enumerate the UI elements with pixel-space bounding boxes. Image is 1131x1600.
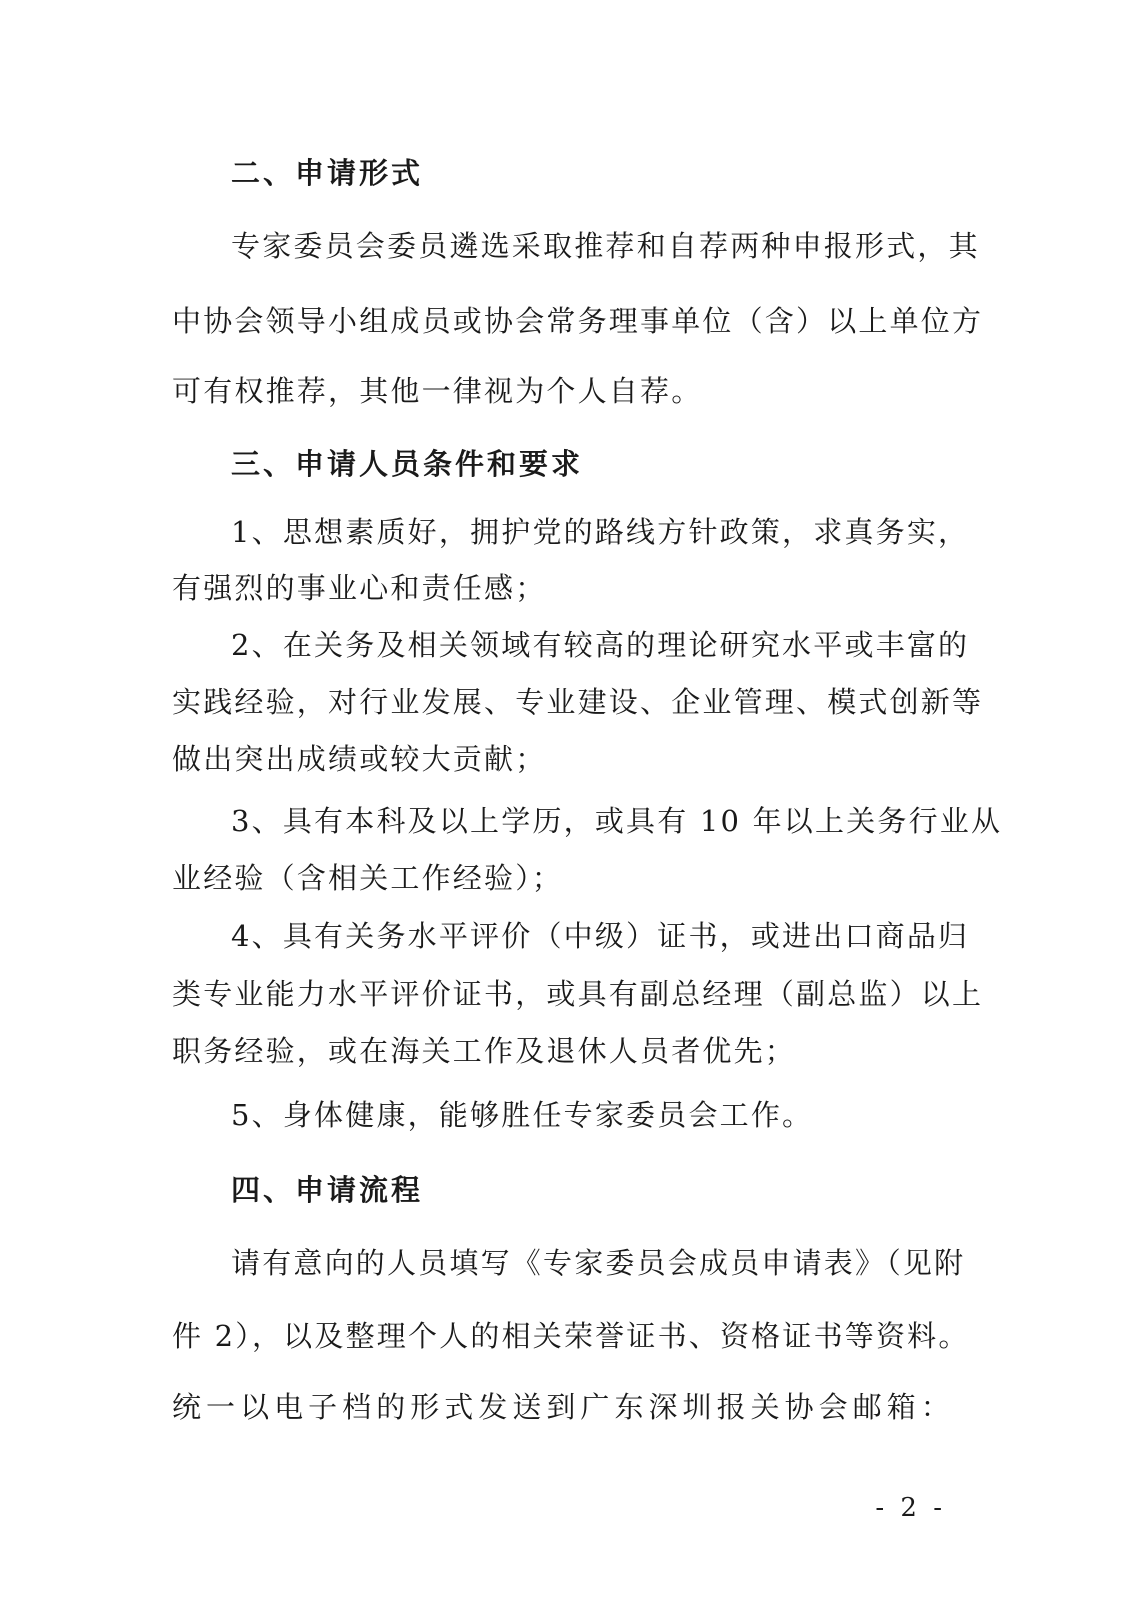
requirement-2-line: 实践经验，对行业发展、专业建设、企业管理、模式创新等 <box>172 685 984 719</box>
requirement-1-line: 1、思想素质好，拥护党的路线方针政策，求真务实， <box>231 515 970 549</box>
paragraph-line: 可有权推荐，其他一律视为个人自荐。 <box>172 374 703 408</box>
requirement-4-line: 4、具有关务水平评价（中级）证书，或进出口商品归 <box>231 919 970 953</box>
paragraph-line: 专家委员会委员遴选采取推荐和自荐两种申报形式，其 <box>231 229 980 263</box>
paragraph-line: 中协会领导小组成员或协会常务理事单位（含）以上单位方 <box>172 304 984 338</box>
paragraph-line: 请有意向的人员填写《专家委员会成员申请表》（见附 <box>231 1246 966 1280</box>
page-number: - 2 - <box>875 1493 946 1523</box>
paragraph-line: 件 2），以及整理个人的相关荣誉证书、资格证书等资料。 <box>172 1319 970 1353</box>
requirement-2-line: 做出突出成绩或较大贡献； <box>172 742 547 776</box>
requirement-1-line: 有强烈的事业心和责任感； <box>172 571 547 605</box>
paragraph-line: 统一以电子档的形式发送到广东深圳报关协会邮箱： <box>172 1390 952 1424</box>
requirement-4-line: 类专业能力水平评价证书，或具有副总经理（副总监）以上 <box>172 977 984 1011</box>
requirement-5-line: 5、身体健康，能够胜任专家委员会工作。 <box>231 1098 814 1132</box>
requirement-3-line: 业经验（含相关工作经验）； <box>172 861 564 895</box>
section-heading-applicant-requirements: 三、申请人员条件和要求 <box>231 447 584 481</box>
requirement-3-line: 3、具有本科及以上学历，或具有 10 年以上关务行业从 <box>231 804 1003 838</box>
requirement-2-line: 2、在关务及相关领域有较高的理论研究水平或丰富的 <box>231 628 970 662</box>
section-heading-application-form: 二、申请形式 <box>231 156 424 190</box>
requirement-4-line: 职务经验，或在海关工作及退休人员者优先； <box>172 1034 797 1068</box>
section-heading-application-process: 四、申请流程 <box>231 1173 424 1207</box>
